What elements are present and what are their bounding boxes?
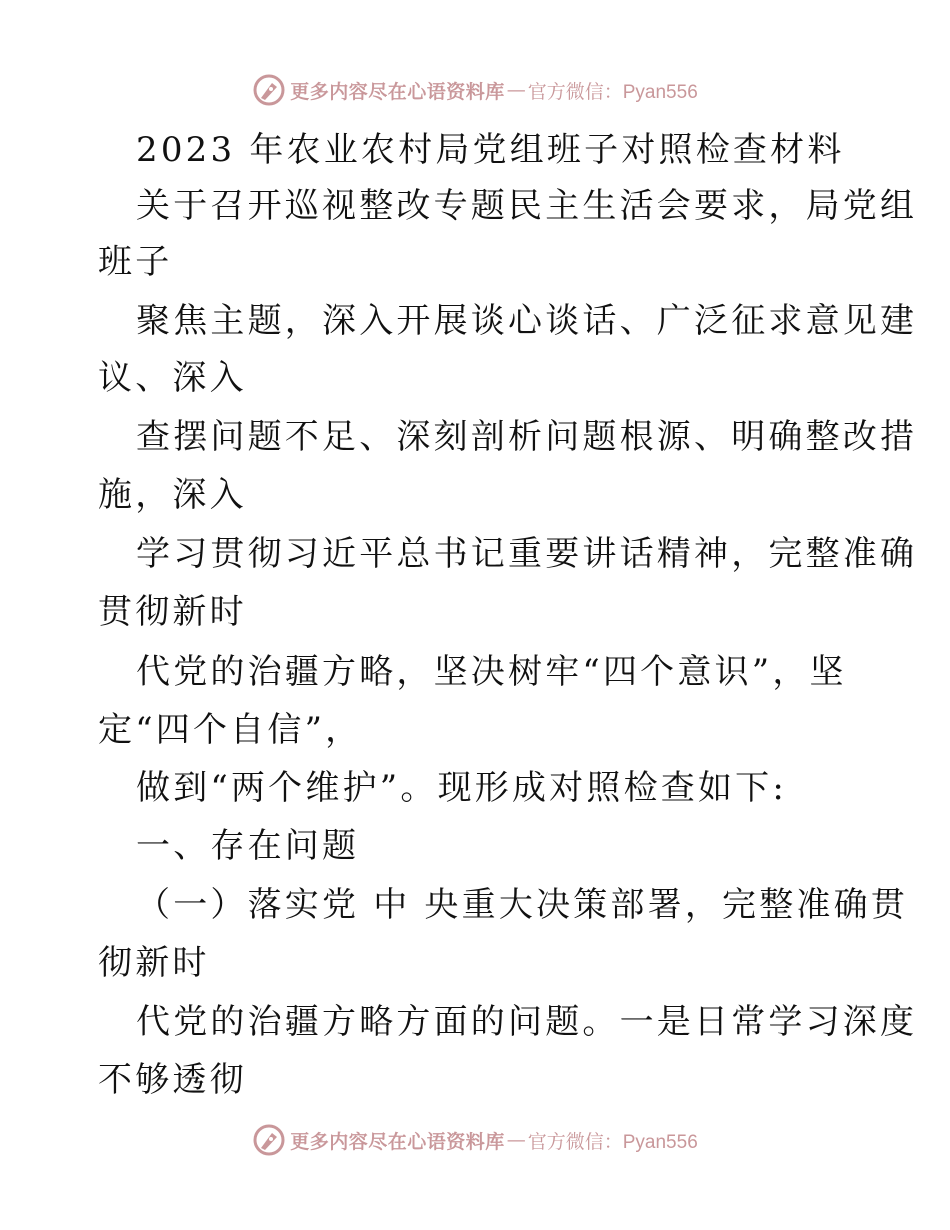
- section-heading: 一、存在问题: [136, 826, 360, 866]
- watermark-separator: —: [506, 79, 526, 101]
- footer-watermark: [0, 1120, 950, 1160]
- paragraph-line: 代党的治疆方略方面的问题。一是日常学习深度: [136, 1002, 918, 1042]
- paragraph-line: 施，深入: [98, 475, 247, 515]
- paragraph-line: 做到“两个维护”。现形成对照检查如下:: [136, 768, 788, 808]
- header-watermark: [0, 70, 950, 110]
- watermark-wechat-text: 官方微信：Pyan556: [527, 81, 698, 103]
- watermark-wechat-text: 官方微信：Pyan556: [527, 1131, 698, 1153]
- watermark-separator: —: [506, 1129, 526, 1151]
- paragraph-line: 贯彻新时: [98, 592, 247, 632]
- paragraph-line: （一）落实党 中 央重大决策部署，完整准确贯: [136, 885, 909, 925]
- paragraph-line: 议、深入: [98, 358, 247, 398]
- paragraph-line: 彻新时: [98, 943, 210, 983]
- pen-nib-circle-icon: [252, 73, 286, 107]
- paragraph-line: 学习贯彻习近平总书记重要讲话精神，完整准确: [136, 534, 918, 574]
- watermark-site-text: 更多内容尽在心语资料库: [290, 1130, 505, 1153]
- pen-nib-circle-icon: [252, 1123, 286, 1157]
- watermark-site-text: 更多内容尽在心语资料库: [290, 80, 505, 103]
- paragraph-line: 班子: [98, 242, 173, 282]
- paragraph-line: 定“四个自信”，: [98, 710, 363, 750]
- paragraph-line: 查摆问题不足、深刻剖析问题根源、明确整改措: [136, 417, 918, 457]
- paragraph-line: 聚焦主题，深入开展谈心谈话、广泛征求意见建: [136, 301, 918, 341]
- paragraph-line: 代党的治疆方略，坚决树牢“四个意识”，坚: [136, 652, 847, 692]
- paragraph-line: 不够透彻: [98, 1060, 247, 1100]
- document-title: 2023 年农业农村局党组班子对照检查材料: [136, 130, 845, 170]
- paragraph-line: 关于召开巡视整改专题民主生活会要求，局党组: [136, 186, 918, 226]
